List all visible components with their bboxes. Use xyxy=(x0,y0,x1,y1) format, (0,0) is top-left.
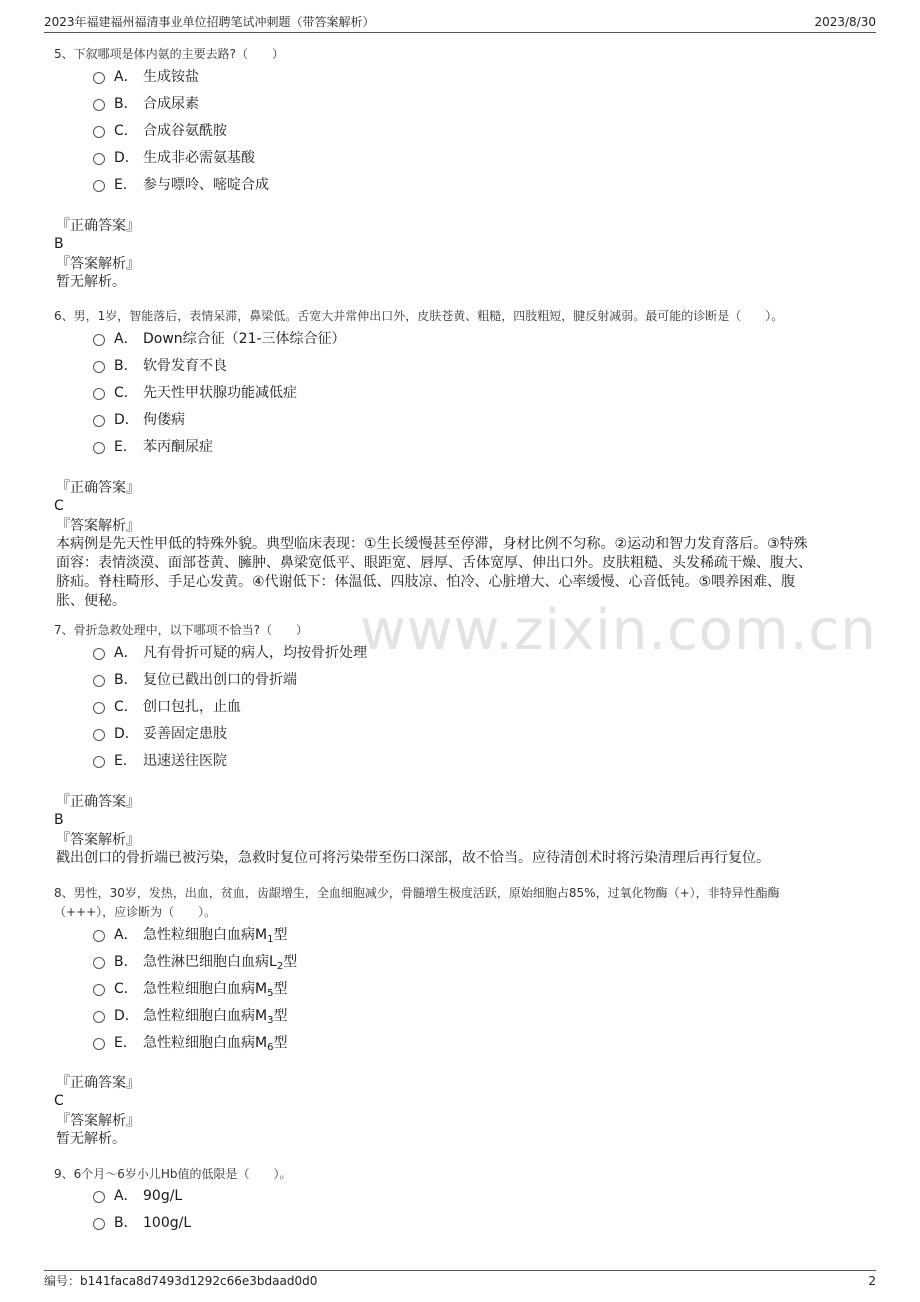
radio-icon[interactable] xyxy=(93,1218,105,1230)
radio-icon[interactable] xyxy=(93,675,105,687)
option-text: 佝偻病 xyxy=(143,412,185,428)
option-text: 急性粒细胞白血病$M_3$型 xyxy=(143,1008,288,1026)
analysis-label: 『答案解析』 xyxy=(56,256,140,272)
analysis-label: 『答案解析』 xyxy=(56,1113,140,1129)
radio-icon[interactable] xyxy=(93,756,105,768)
answer-label: 『正确答案』 xyxy=(56,480,140,496)
radio-icon[interactable] xyxy=(93,648,105,660)
option-text: 软骨发育不良 xyxy=(143,358,227,374)
option-text: 90g/L xyxy=(143,1188,183,1204)
option-text: 苯丙酮尿症 xyxy=(143,439,213,455)
option-letter: B． xyxy=(114,954,138,970)
subtype-number: 2 xyxy=(276,961,284,972)
option-letter: B． xyxy=(114,96,138,112)
option-text: 妥善固定患肢 xyxy=(143,726,227,742)
option-letter: E． xyxy=(114,177,137,193)
option-text: 迅速送往医院 xyxy=(143,753,227,769)
option-letter: A． xyxy=(114,331,138,347)
option-text: 生成非必需氨基酸 xyxy=(143,150,255,166)
subtype-number: 3 xyxy=(267,1015,274,1026)
option-text: Down综合征（21-三体综合征） xyxy=(143,331,346,347)
question-6-analysis-line: 胀、便秘。 xyxy=(56,593,126,609)
radio-icon[interactable] xyxy=(93,126,105,138)
option-letter: E． xyxy=(114,1035,137,1051)
radio-icon[interactable] xyxy=(93,334,105,346)
question-6-analysis-line: 脐疝。脊柱畸形、手足心发黄。④代谢低下：体温低、四肢凉、怕冷、心脏增大、心率缓慢、心音低钝。⑤喂养困难、腹 xyxy=(56,574,796,590)
radio-icon[interactable] xyxy=(93,1011,105,1023)
option-letter: A． xyxy=(114,645,138,661)
radio-icon[interactable] xyxy=(93,957,105,969)
radio-icon[interactable] xyxy=(93,1191,105,1203)
option-letter: D． xyxy=(114,1008,139,1024)
radio-icon[interactable] xyxy=(93,415,105,427)
option-letter: D． xyxy=(114,150,139,166)
radio-icon[interactable] xyxy=(93,1038,105,1050)
analysis-label: 『答案解析』 xyxy=(56,832,140,848)
watermark: www.zixin.com.cn xyxy=(360,598,877,663)
question-7-analysis: 戳出创口的骨折端已被污染，急救时复位可将污染带至伤口深部，故不恰当。应待清创术时将污染清理后再行复位。 xyxy=(56,850,770,866)
question-7-text: 7、骨折急救处理中，以下哪项不恰当?（ ） xyxy=(54,623,309,637)
option-text: 急性粒细胞白血病$M_5$型 xyxy=(143,981,288,999)
option-letter: C． xyxy=(114,385,138,401)
radio-icon[interactable] xyxy=(93,388,105,400)
page-number: 2 xyxy=(868,1274,876,1288)
option-letter: C． xyxy=(114,981,138,997)
option-letter: E． xyxy=(114,439,137,455)
option-letter: A． xyxy=(114,927,138,943)
radio-icon[interactable] xyxy=(93,930,105,942)
option-text: 凡有骨折可疑的病人，均按骨折处理 xyxy=(143,645,367,661)
question-5-analysis: 暂无解析。 xyxy=(56,274,126,290)
option-text: 急性粒细胞白血病$M_6$型 xyxy=(143,1035,288,1053)
option-letter: A． xyxy=(114,69,138,85)
question-6-text: 6、男，1岁，智能落后，表情呆滞，鼻梁低。舌宽大并常伸出口外，皮肤苍黄、粗糙，四肢粗短，腱反射减弱。最可能的诊断是（ ）。 xyxy=(54,309,784,323)
option-text: 参与嘌呤、嘧啶合成 xyxy=(143,177,269,193)
option-letter: C． xyxy=(114,699,138,715)
radio-icon[interactable] xyxy=(93,361,105,373)
answer-label: 『正确答案』 xyxy=(56,218,140,234)
radio-icon[interactable] xyxy=(93,153,105,165)
radio-icon[interactable] xyxy=(93,180,105,192)
radio-icon[interactable] xyxy=(93,984,105,996)
option-text: 生成铵盐 xyxy=(143,69,199,85)
radio-icon[interactable] xyxy=(93,729,105,741)
answer-label: 『正确答案』 xyxy=(56,794,140,810)
document-date: 2023/8/30 xyxy=(814,15,876,29)
option-letter: B． xyxy=(114,1215,138,1231)
analysis-label: 『答案解析』 xyxy=(56,518,140,534)
option-text: 合成谷氨酰胺 xyxy=(143,123,227,139)
option-letter: A． xyxy=(114,1188,138,1204)
question-8-answer: C xyxy=(54,1093,64,1109)
option-text: 先天性甲状腺功能减低症 xyxy=(143,385,297,401)
subtype-number: 5 xyxy=(267,988,274,999)
question-8-text-line: （+++），应诊断为（ ）。 xyxy=(54,905,217,919)
document-title: 2023年福建福州福清事业单位招聘笔试冲刺题（带答案解析） xyxy=(44,15,375,29)
radio-icon[interactable] xyxy=(93,702,105,714)
question-5-text: 5、下叙哪项是体内氨的主要去路?（ ） xyxy=(54,47,285,61)
option-text: 急性粒细胞白血病$M_1$型 xyxy=(143,927,288,945)
question-5-answer: B xyxy=(54,236,64,252)
radio-icon[interactable] xyxy=(93,442,105,454)
option-letter: D． xyxy=(114,726,139,742)
option-text: 合成尿素 xyxy=(143,96,199,112)
option-text: 创口包扎，止血 xyxy=(143,699,241,715)
page-footer xyxy=(44,1270,876,1291)
radio-icon[interactable] xyxy=(93,72,105,84)
option-text: 100g/L xyxy=(143,1215,192,1231)
answer-label: 『正确答案』 xyxy=(56,1075,140,1091)
option-text: 急性淋巴细胞白血病$L_2$型 xyxy=(143,954,298,972)
question-6-analysis-line: 面容：表情淡漠、面部苍黄、臃肿、鼻梁宽低平、眼距宽、唇厚、舌体宽厚、伸出口外。皮肤粗糙、头发稀疏干燥、腹大、 xyxy=(56,555,812,571)
subtype-number: 1 xyxy=(267,934,274,945)
page-header xyxy=(44,12,876,33)
document-id: 编号：b141faca8d7493d1292c66e3bdaad0d0 xyxy=(44,1274,318,1288)
question-8-analysis: 暂无解析。 xyxy=(56,1131,126,1147)
question-9-text: 9、6个月～6岁小儿Hb值的低限是（ ）。 xyxy=(54,1167,292,1181)
option-text: 复位已戳出创口的骨折端 xyxy=(143,672,297,688)
radio-icon[interactable] xyxy=(93,99,105,111)
question-6-answer: C xyxy=(54,498,64,514)
option-letter: B． xyxy=(114,358,138,374)
option-letter: D． xyxy=(114,412,139,428)
option-letter: B． xyxy=(114,672,138,688)
option-letter: E． xyxy=(114,753,137,769)
option-letter: C． xyxy=(114,123,138,139)
question-8-text-line: 8、男性，30岁，发热，出血，贫血，齿龈增生，全血细胞减少，骨髓增生极度活跃，原始细胞占85%，过氧化物酶（+），非特异性酯酶 xyxy=(54,886,780,900)
subtype-number: 6 xyxy=(267,1042,274,1053)
question-6-analysis-line: 本病例是先天性甲低的特殊外貌。典型临床表现：①生长缓慢甚至停滞，身材比例不匀称。②运动和智力发育落后。③特殊 xyxy=(56,536,808,552)
question-7-answer: B xyxy=(54,812,64,828)
